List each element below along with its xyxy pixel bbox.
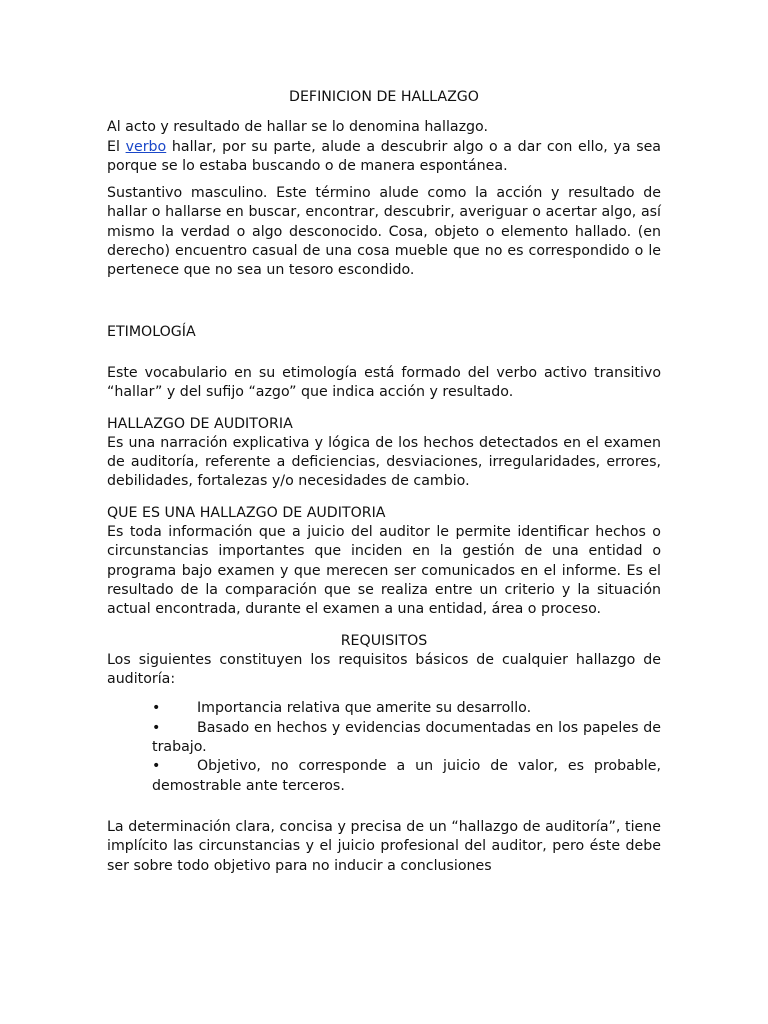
bullet-icon: • <box>152 719 161 736</box>
bullet-icon: • <box>152 700 161 717</box>
intro-text-before-link: El <box>107 138 126 155</box>
sustantivo-paragraph: Sustantivo masculino. Este término alude como la acción y resultado de hallar o hallarse en buscar, encontrar, descubrir, averiguar o acertar algo, así mismo la verdad o algo desconocido. Cosa, objeto o elemento hallado. (en derecho) encuentro casual de una cosa mueble que no es correspondido o le pertenece que no sea un tesoro escondido. <box>107 185 661 279</box>
que-es-heading: QUE ES UNA HALLAZGO DE AUDITORIA <box>107 504 386 521</box>
list-item <box>152 757 661 796</box>
bullet-icon: • <box>152 758 161 775</box>
requisitos-list <box>107 699 661 795</box>
etimologia-paragraph: Este vocabulario en su etimología está formado del verbo activo transitivo “hallar” y del sufijo “azgo” que indica acción y resultado. <box>107 364 661 401</box>
hallazgo-auditoria-paragraph: Es una narración explicativa y lógica de los hechos detectados en el examen de auditoría, referente a deficiencias, desviaciones, irregularidades, errores, debilidades, fortalezas y/o necesidades de cambio. <box>107 434 661 490</box>
list-item <box>152 719 661 758</box>
document-page <box>107 88 661 876</box>
intro-line: Al acto y resultado de hallar se lo denomina hallazgo. <box>107 119 488 136</box>
list-item-text: Objetivo, no corresponde a un juicio de valor, es probable, demostrable ante terceros. <box>152 758 661 794</box>
que-es-paragraph: Es toda información que a juicio del auditor le permite identificar hechos o circunstancias importantes que inciden en la gestión de una entidad o programa bajo examen y que merecen ser comunicados en el informe. Es el resultado de la comparación que se realiza entre un criterio y la situación actual encontrada, durante el examen a una entidad, área o proceso. <box>107 524 661 618</box>
list-item <box>152 699 661 718</box>
verbo-link[interactable]: verbo <box>125 138 167 155</box>
intro-text-after-link: hallar, por su parte, alude a descubrir algo o a dar con ello, ya sea porque se lo estaba buscando o de manera espontánea. <box>107 138 662 174</box>
hallazgo-auditoria-heading: HALLAZGO DE AUDITORIA <box>107 415 293 432</box>
list-item-text: Basado en hechos y evidencias documentadas en los papeles de trabajo. <box>152 719 661 756</box>
page-title: DEFINICION DE HALLAZGO <box>289 89 479 105</box>
requisitos-intro: Los siguientes constituyen los requisitos básicos de cualquier hallazgo de auditoría: <box>107 651 661 688</box>
requisitos-heading: REQUISITOS <box>340 632 428 649</box>
conclusion-paragraph: La determinación clara, concisa y precisa de un “hallazgo de auditoría”, tiene implícito las circunstancias y el juicio profesional del auditor, pero éste debe ser sobre todo objetivo para no inducir a conclusiones <box>107 818 661 874</box>
list-item-text: Importancia relativa que amerite su desarrollo. <box>197 700 532 717</box>
intro-paragraph <box>107 138 661 177</box>
etimologia-heading: ETIMOLOGÍA <box>107 323 196 340</box>
